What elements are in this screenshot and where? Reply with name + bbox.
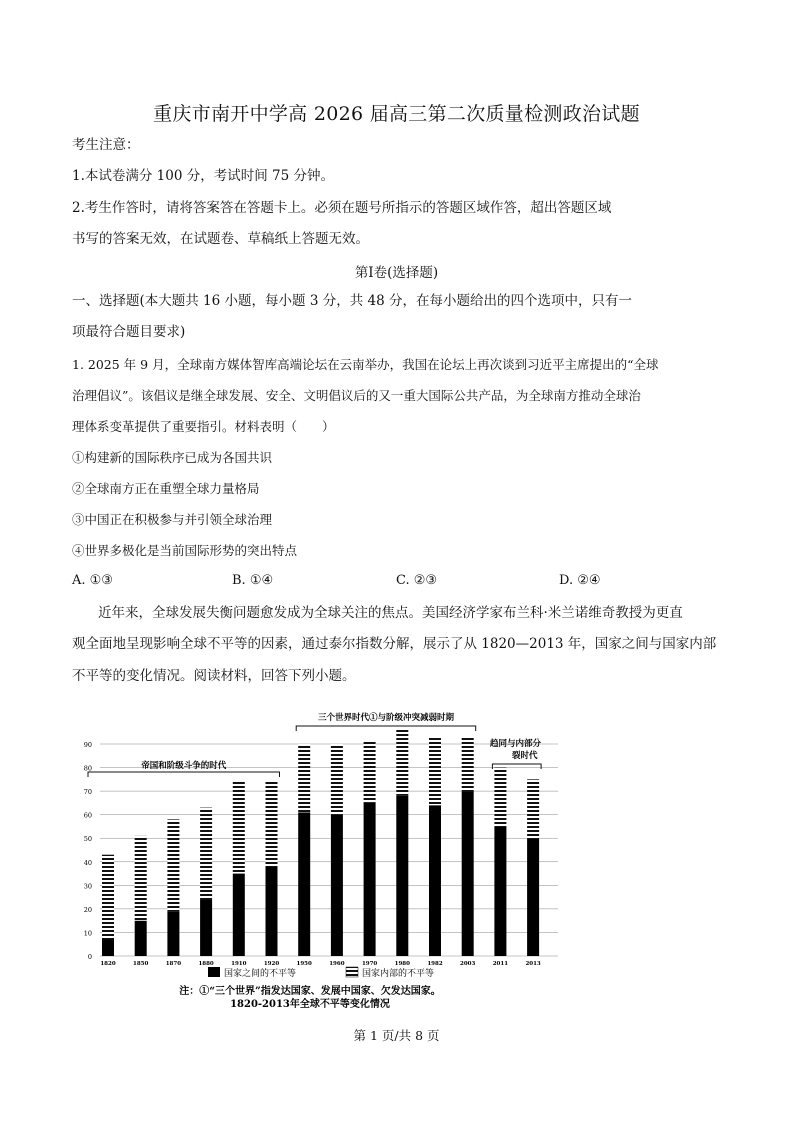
era-bracket bbox=[88, 772, 280, 777]
bar-within-1910 bbox=[233, 782, 245, 874]
option-d[interactable]: D. ②④ bbox=[559, 573, 601, 588]
legend-swatch-within bbox=[346, 967, 358, 977]
material-paragraph-end: 不平等的变化情况。阅读材料，回答下列小题。 bbox=[72, 668, 356, 684]
bar-between-1950 bbox=[298, 812, 310, 956]
era-label: 帝国和阶级斗争的时代 bbox=[141, 761, 227, 771]
era-label: 趋同与内部分 bbox=[490, 739, 542, 749]
notice-heading: 考生注意： bbox=[72, 137, 140, 153]
x-tick-label: 1870 bbox=[165, 961, 182, 967]
x-tick-label: 1960 bbox=[329, 961, 345, 967]
statement-2: ②全球南方正在重塑全球力量格局 bbox=[72, 481, 260, 496]
section-instructions-cont: 项最符合题目要求) bbox=[72, 324, 186, 340]
bar-within-1980 bbox=[396, 730, 408, 796]
bar-within-1970 bbox=[364, 742, 376, 803]
bar-between-1870 bbox=[167, 911, 179, 956]
option-a[interactable]: A. ①③ bbox=[72, 573, 113, 588]
material-paragraph: 近年来，全球发展失衡问题愈发成为全球关注的焦点。美国经济学家布兰科·米兰诺维奇教授为更直 bbox=[98, 605, 683, 621]
x-tick-label: 1880 bbox=[198, 961, 214, 967]
material-paragraph-cont: 观全面地呈现影响全球不平等的因素，通过泰尔指数分解，展示了从 1820—2013 年，国家之间与国家内部 bbox=[72, 636, 717, 652]
y-tick-label: 70 bbox=[83, 788, 92, 797]
chart-note: 注：①“三个世界”指发达国家、发展中国家、欠发达国家。 bbox=[179, 986, 441, 997]
bar-within-1870 bbox=[167, 819, 179, 911]
x-tick-label: 2013 bbox=[525, 961, 541, 967]
statement-4: ④世界多极化是当前国际形势的突出特点 bbox=[72, 543, 298, 558]
bar-within-1950 bbox=[298, 744, 310, 812]
era-label: 三个世界时代①与阶级冲突减弱时期 bbox=[317, 713, 454, 723]
x-tick-label: 1920 bbox=[263, 961, 280, 967]
question-1-stem-end: 理体系变革提供了重要指引。材料表明（ ） bbox=[72, 419, 335, 434]
bar-within-2011 bbox=[494, 768, 506, 827]
option-b[interactable]: B. ①④ bbox=[232, 573, 274, 588]
y-tick-label: 0 bbox=[87, 953, 92, 961]
statement-3: ③中国正在积极参与并引领全球治理 bbox=[72, 512, 273, 527]
bar-within-1982 bbox=[429, 737, 441, 805]
y-tick-label: 30 bbox=[83, 882, 92, 891]
bar-between-1850 bbox=[135, 921, 147, 956]
x-tick-label: 1910 bbox=[231, 961, 247, 967]
x-tick-label: 1980 bbox=[394, 961, 410, 967]
bar-between-1880 bbox=[200, 899, 212, 956]
x-tick-label: 1950 bbox=[296, 961, 312, 967]
page-title: 重庆市南开中学高 2026 届高三第二次质量检测政治试题 bbox=[153, 103, 640, 125]
bar-between-1980 bbox=[396, 796, 408, 956]
y-tick-label: 50 bbox=[83, 835, 92, 844]
page-number: 第 1 页/共 8 页 bbox=[353, 1028, 440, 1043]
bar-within-1850 bbox=[135, 836, 147, 921]
section-instructions: 一、选择题(本大题共 16 小题，每小题 3 分，共 48 分，在每小题给出的四个选项中，只有一 bbox=[72, 293, 632, 309]
y-tick-label: 90 bbox=[83, 741, 92, 749]
question-1-stem: 1. 2025 年 9 月，全球南方媒体智库高端论坛在云南举办，我国在论坛上再次谈到习近平主席提出的“全球 bbox=[72, 357, 659, 372]
legend-label-between: 国家之间的不平等 bbox=[224, 969, 297, 979]
legend-swatch-between bbox=[208, 967, 220, 977]
x-tick-label: 2003 bbox=[460, 961, 476, 967]
bar-between-1982 bbox=[429, 805, 441, 956]
bar-between-1910 bbox=[233, 874, 245, 956]
x-tick-label: 1820 bbox=[100, 961, 116, 967]
statement-1: ①构建新的国际秩序已成为各国共识 bbox=[72, 450, 273, 465]
y-tick-label: 60 bbox=[83, 811, 92, 820]
bar-within-2003 bbox=[462, 737, 474, 791]
bar-within-1880 bbox=[200, 808, 212, 900]
legend-label-within: 国家内部的不平等 bbox=[362, 969, 435, 979]
y-tick-label: 40 bbox=[83, 858, 92, 867]
bar-between-2011 bbox=[494, 826, 506, 956]
bar-between-2003 bbox=[462, 791, 474, 956]
bar-between-1970 bbox=[364, 803, 376, 956]
x-tick-label: 1982 bbox=[427, 961, 443, 967]
section-title: 第Ⅰ卷(选择题) bbox=[354, 265, 439, 281]
bar-within-1920 bbox=[266, 782, 278, 867]
notice-item-2-cont: 书写的答案无效，在试题卷、草稿纸上答题无效。 bbox=[72, 231, 369, 247]
chart-title: 1820-2013年全球不平等变化情况 bbox=[230, 999, 390, 1010]
x-tick-label: 2011 bbox=[492, 961, 509, 967]
bar-within-1820 bbox=[102, 855, 114, 940]
bar-within-1960 bbox=[331, 744, 343, 815]
x-tick-label: 1850 bbox=[133, 961, 149, 967]
inequality-chart bbox=[78, 702, 578, 1020]
x-tick-label: 1970 bbox=[361, 961, 378, 967]
bar-between-1960 bbox=[331, 815, 343, 956]
bar-between-1820 bbox=[102, 940, 114, 956]
bar-between-1920 bbox=[266, 866, 278, 956]
y-tick-label: 80 bbox=[83, 764, 92, 773]
y-tick-label: 10 bbox=[83, 929, 92, 938]
y-tick-label: 20 bbox=[83, 905, 92, 914]
era-bracket bbox=[296, 726, 476, 731]
question-1-stem-cont: 治理倡议”。该倡议是继全球发展、安全、文明倡议后的又一重大国际公共产品，为全球南方推动全球治 bbox=[72, 388, 641, 403]
bar-between-2013 bbox=[527, 838, 539, 956]
notice-item-2: 2.考生作答时，请将答案答在答题卡上。必须在题号所指示的答题区域作答，超出答题区域 bbox=[72, 200, 612, 216]
bar-within-2013 bbox=[527, 779, 539, 838]
option-c[interactable]: C. ②③ bbox=[396, 573, 438, 588]
notice-item-1: 1.本试卷满分 100 分，考试时间 75 分钟。 bbox=[72, 168, 334, 184]
era-label-cont: 裂时代 bbox=[512, 751, 538, 761]
